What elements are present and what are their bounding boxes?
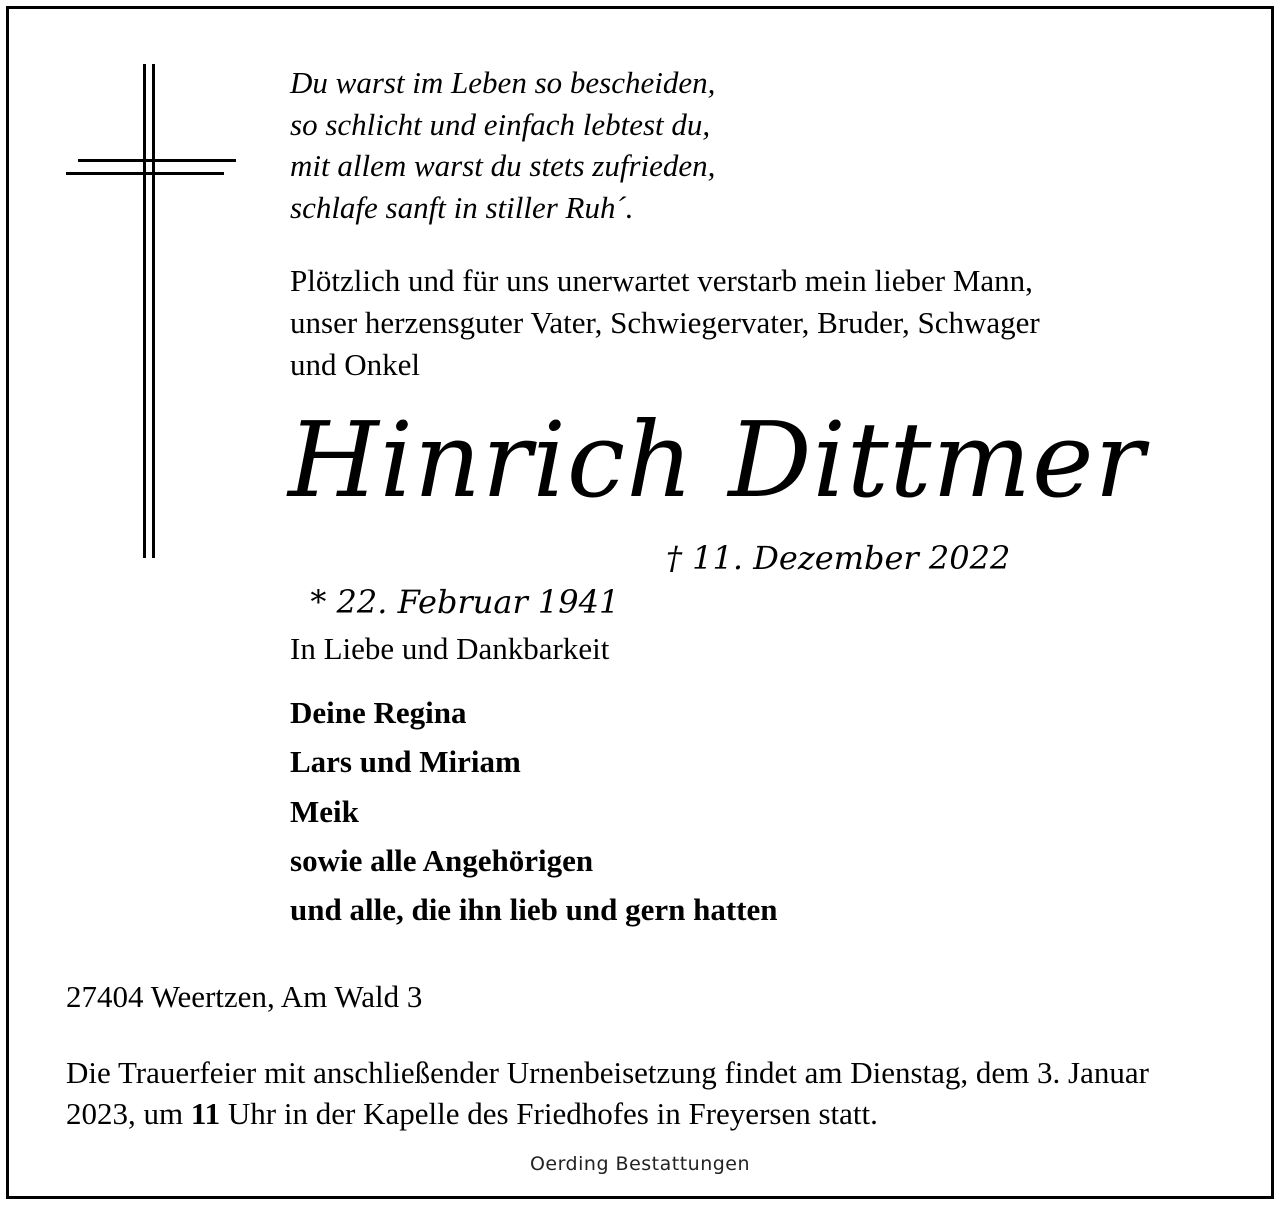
mourner: Lars und Miriam	[290, 744, 521, 780]
service-text: Uhr in der Kapelle des Friedhofes in Freyersen statt.	[220, 1096, 878, 1131]
mourner: und alle, die ihn lieb und gern hatten	[290, 892, 778, 928]
cross-icon	[66, 64, 238, 558]
funeral-service-info	[66, 1052, 1216, 1134]
poem-line: schlafe sanft in stiller Ruh´.	[290, 189, 634, 225]
announcement-line: Plötzlich und für uns unerwartet verstarb mein lieber Mann,	[290, 263, 1033, 298]
deceased-name: Hinrich Dittmer	[288, 399, 1146, 521]
poem-line: mit allem warst du stets zufrieden,	[290, 148, 716, 183]
poem-line: Du warst im Leben so bescheiden,	[290, 65, 716, 100]
mourner: Meik	[290, 793, 359, 829]
mourners-list	[290, 688, 778, 934]
announcement-line: und Onkel	[290, 347, 421, 382]
death-date: † 11. Dezember 2022	[666, 539, 1011, 577]
announcement-line: unser herzensguter Vater, Schwiegervater, Bruder, Schwager	[290, 305, 1040, 340]
mourner: Deine Regina	[290, 695, 467, 730]
poem	[290, 62, 715, 228]
family-address: 27404 Weertzen, Am Wald 3	[66, 979, 423, 1014]
service-hour: 11	[190, 1096, 221, 1131]
birth-date: * 22. Februar 1941	[310, 583, 620, 621]
gratitude-line: In Liebe und Dankbarkeit	[290, 631, 610, 666]
mourner: sowie alle Angehörigen	[290, 842, 594, 878]
undertaker-credit: Oerding Bestattungen	[529, 1153, 751, 1175]
poem-line: so schlicht und einfach lebtest du,	[290, 106, 711, 142]
death-announcement	[290, 260, 1040, 386]
service-text: Die Trauerfeier mit anschließender Urnenbeisetzung findet am Dienstag, dem 3. Januar 2023, um	[66, 1055, 1149, 1131]
